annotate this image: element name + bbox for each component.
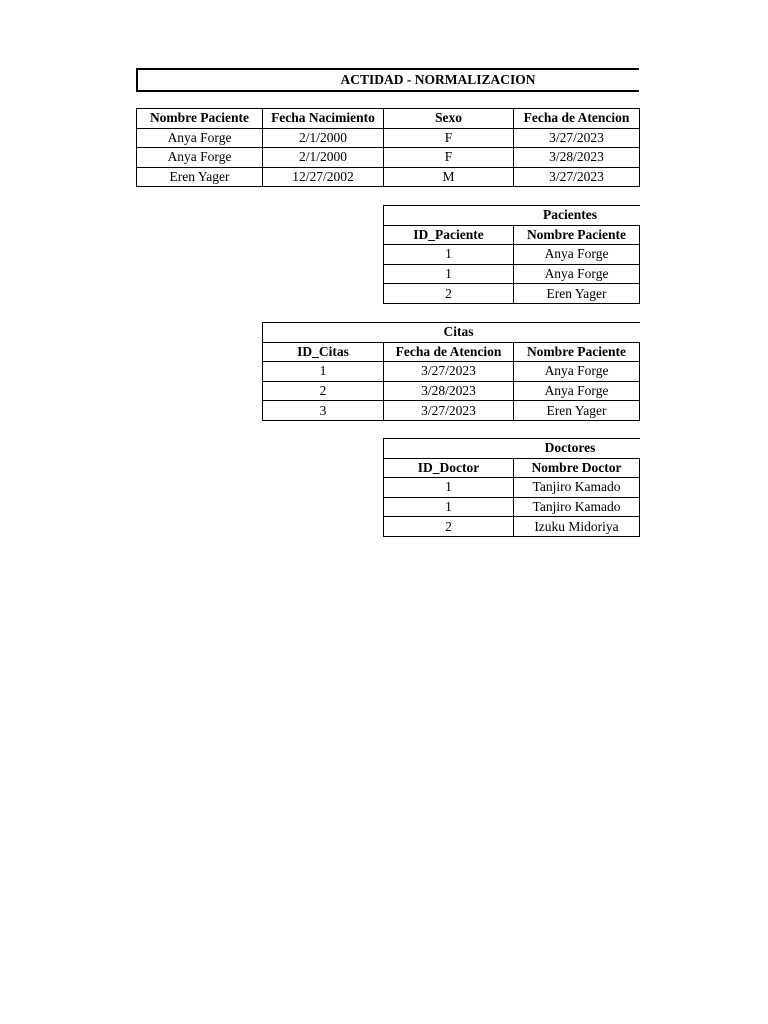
header-cell: Fecha Nacimiento [263,109,384,129]
table-cell-cutoff [640,401,641,421]
table-cell: Anya Forge [137,128,263,148]
table-row [384,264,641,284]
table-cell: Eren Yager [137,167,263,187]
header-cell: Fecha de Atencion [384,342,514,362]
header-cell: ID_Paciente [384,225,514,245]
header-cell: Nombre Paciente [137,109,263,129]
table-caption-row [263,323,641,343]
table-cell: Anya Forge [514,381,640,401]
table-row [263,401,641,421]
header-cell: ID_Citas [263,342,384,362]
table-cell: 3/28/2023 [384,381,514,401]
table-cell-cutoff [640,245,641,265]
table-cell: 2 [384,284,514,304]
table-caption-row [384,206,641,226]
header-cell: Nombre Doctor [514,458,640,478]
header-cell-cutoff [640,225,641,245]
header-cell: Fecha de Atencion [514,109,640,129]
table-cell: F [384,148,514,168]
table-cell: Tanjiro Kamado [514,497,640,517]
table-cell: 1 [384,245,514,265]
table-cell: Izuku Midoriya [514,517,640,537]
table-cell-cutoff [640,497,641,517]
table-header-row [263,342,641,362]
table-cell: Anya Forge [514,362,640,382]
pacientes-table-region [383,205,640,305]
header-cell-cutoff [640,342,641,362]
header-cell: Nombre Paciente [514,225,640,245]
table-cell: 3/27/2023 [384,362,514,382]
table-cell: 1 [384,264,514,284]
table-cell: 2 [263,381,384,401]
table-cell: Anya Forge [514,264,640,284]
doctores-table-region [383,438,640,538]
table-header-row [384,225,641,245]
table-row [384,478,641,498]
page-title: ACTIDAD - NORMALIZACION [136,68,639,92]
table-cell: 2 [384,517,514,537]
table-row [263,381,641,401]
table-cell: 12/27/2002 [263,167,384,187]
table-row [263,362,641,382]
doctores-caption: Doctores [384,439,641,459]
table-cell: 3/28/2023 [514,148,640,168]
citas-table-region [262,322,640,422]
doctores-table [383,438,640,537]
header-cell: ID_Doctor [384,458,514,478]
pacientes-caption: Pacientes [384,206,641,226]
table-cell-cutoff [640,284,641,304]
table-cell: 3 [263,401,384,421]
table-row [137,148,641,168]
table-row [384,284,641,304]
table-cell: Tanjiro Kamado [514,478,640,498]
main-table-region [136,108,640,188]
table-cell: F [384,128,514,148]
table-cell-cutoff [640,264,641,284]
main-table [136,108,640,187]
table-cell-cutoff [640,381,641,401]
table-cell-cutoff [640,362,641,382]
table-cell: 2/1/2000 [263,128,384,148]
header-cell-cutoff [640,109,641,129]
header-cell: Sexo [384,109,514,129]
table-cell: Anya Forge [514,245,640,265]
pacientes-table [383,205,640,304]
header-cell: Nombre Paciente [514,342,640,362]
table-cell: 2/1/2000 [263,148,384,168]
table-caption-row [384,439,641,459]
table-cell: 1 [263,362,384,382]
table-header-row [137,109,641,129]
citas-table [262,322,640,421]
table-cell: Eren Yager [514,401,640,421]
table-row [384,517,641,537]
table-header-row [384,458,641,478]
table-cell-cutoff [640,167,641,187]
table-cell: 1 [384,497,514,517]
table-cell: M [384,167,514,187]
table-cell: Eren Yager [514,284,640,304]
table-cell: 3/27/2023 [384,401,514,421]
table-cell: 3/27/2023 [514,167,640,187]
table-cell-cutoff [640,517,641,537]
table-row [384,497,641,517]
table-row [137,167,641,187]
table-row [384,245,641,265]
table-cell-cutoff [640,478,641,498]
title-region [136,68,639,92]
table-cell-cutoff [640,148,641,168]
table-cell-cutoff [640,128,641,148]
table-cell: 1 [384,478,514,498]
header-cell-cutoff [640,458,641,478]
citas-caption: Citas [263,323,641,343]
table-row [137,128,641,148]
table-cell: Anya Forge [137,148,263,168]
table-cell: 3/27/2023 [514,128,640,148]
